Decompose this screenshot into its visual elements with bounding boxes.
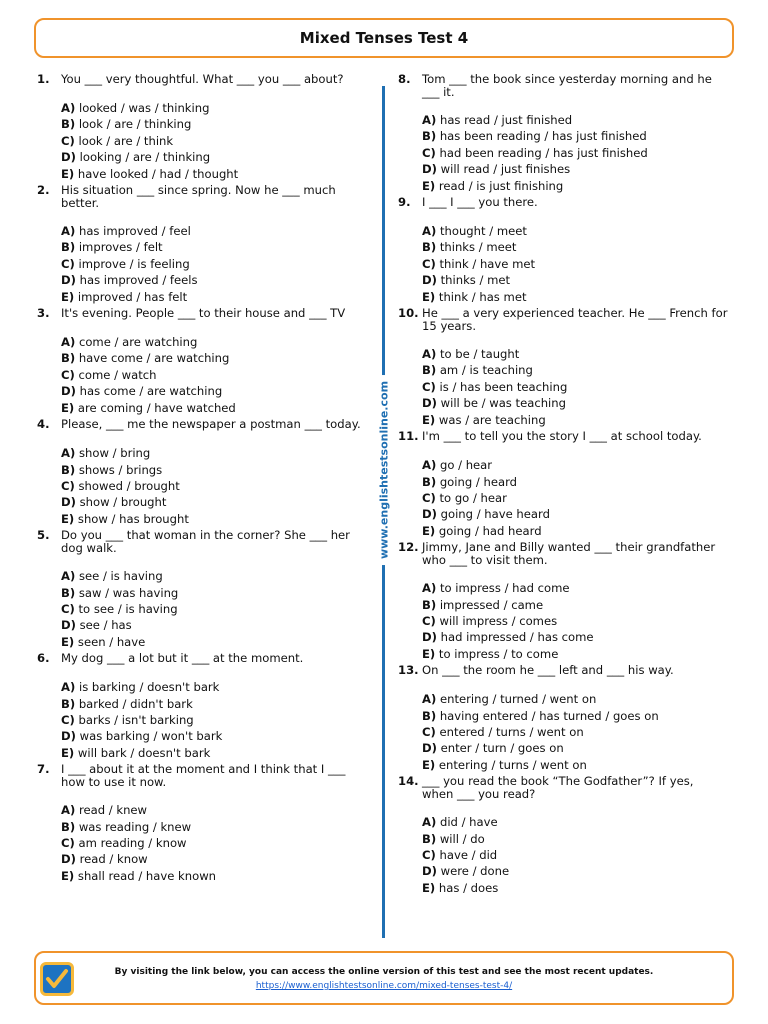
option-letter: C) [422, 256, 436, 271]
option-text: see / is having [78, 569, 163, 584]
question-text: Tom ___ the book since yesterday morning and he ___ it. [422, 72, 712, 99]
answer-option[interactable] [61, 166, 367, 182]
site-watermark: www.englishtestsonline.com [378, 375, 391, 565]
option-letter: B) [422, 474, 437, 489]
answer-option[interactable] [422, 239, 728, 255]
answer-option[interactable] [61, 272, 367, 288]
option-letter: C) [61, 601, 75, 616]
answer-option[interactable] [422, 613, 728, 629]
option-letter: B) [61, 117, 76, 132]
option-text: look / are / thinking [78, 117, 192, 132]
answer-options [398, 223, 728, 305]
option-letter: E) [61, 868, 75, 883]
option-text: looking / are / thinking [79, 150, 211, 165]
option-text: were / done [440, 864, 510, 879]
option-text: barked / didn't bark [78, 696, 193, 711]
question-number: 2. [37, 183, 50, 198]
option-letter: A) [61, 803, 76, 818]
answer-option[interactable] [422, 708, 728, 724]
option-letter: C) [61, 712, 75, 727]
answer-option[interactable] [61, 478, 367, 494]
question [37, 184, 367, 305]
option-letter: D) [422, 630, 437, 645]
option-text: think / have met [439, 256, 536, 271]
question-number: 8. [398, 72, 411, 86]
option-letter: C) [422, 613, 436, 628]
question-number: 14. [398, 774, 419, 789]
option-letter: C) [422, 379, 436, 394]
answer-option[interactable] [422, 379, 728, 395]
question-number: 9. [398, 195, 411, 210]
question [398, 775, 728, 896]
option-text: will bark / doesn't bark [77, 745, 211, 760]
answer-option[interactable] [61, 868, 367, 884]
question [398, 73, 728, 194]
option-letter: B) [61, 351, 76, 366]
question-prompt [398, 664, 728, 677]
option-text: shows / brings [78, 462, 163, 477]
question-text: Jimmy, Jane and Billy wanted ___ their grandfather who ___ to visit them. [422, 540, 716, 568]
option-text: enter / turn / goes on [440, 741, 564, 756]
question-number: 6. [37, 651, 50, 666]
answer-option[interactable] [61, 601, 367, 617]
question-prompt [398, 307, 728, 333]
question-prompt [398, 196, 728, 209]
question [37, 652, 367, 761]
answer-option[interactable] [61, 133, 367, 149]
option-letter: C) [422, 724, 436, 739]
option-text: has / does [438, 880, 499, 895]
option-text: going / have heard [440, 507, 550, 522]
option-letter: A) [422, 113, 437, 127]
option-text: did / have [439, 815, 498, 830]
answer-options [37, 334, 367, 416]
option-text: to impress / had come [439, 581, 570, 596]
option-text: was barking / won't bark [79, 729, 223, 744]
question-text: His situation ___ since spring. Now he ___ much better. [61, 183, 336, 211]
option-letter: C) [61, 256, 75, 271]
answer-options [37, 100, 367, 182]
option-letter: E) [422, 757, 436, 772]
answer-option[interactable] [422, 128, 728, 144]
question-prompt [398, 73, 728, 99]
option-letter: B) [61, 696, 76, 711]
option-text: saw / was having [78, 585, 179, 600]
option-text: was reading / knew [78, 819, 192, 834]
answer-option[interactable] [422, 757, 728, 773]
option-text: have come / are watching [78, 351, 230, 366]
question-text: I'm ___ to tell you the story I ___ at school today. [422, 429, 702, 444]
option-letter: A) [422, 692, 437, 707]
answer-option[interactable] [422, 506, 728, 522]
option-text: are coming / have watched [77, 400, 236, 415]
answer-option[interactable] [61, 223, 367, 239]
answer-option[interactable] [422, 272, 728, 288]
answer-option[interactable] [61, 745, 367, 761]
option-text: looked / was / thinking [78, 101, 210, 115]
answer-option[interactable] [61, 568, 367, 584]
answer-option[interactable] [61, 511, 367, 527]
option-letter: B) [422, 363, 437, 378]
option-letter: C) [61, 367, 75, 382]
answer-option[interactable] [422, 412, 728, 428]
answer-option[interactable] [422, 223, 728, 239]
option-text: shall read / have known [77, 868, 217, 883]
answer-option[interactable] [422, 629, 728, 645]
option-letter: D) [422, 273, 437, 288]
option-letter: E) [61, 634, 75, 649]
option-text: to go / hear [439, 490, 507, 505]
answer-option[interactable] [61, 256, 367, 272]
option-text: impressed / came [439, 597, 544, 612]
question-text: I ___ about it at the moment and I think that I ___ how to use it now. [61, 762, 346, 790]
answer-option[interactable] [61, 835, 367, 851]
question-text: ___ you read the book “The Godfather”? If yes, when ___ you read? [422, 774, 694, 802]
option-letter: B) [61, 462, 76, 477]
answer-option[interactable] [61, 100, 367, 116]
question-number: 7. [37, 762, 50, 777]
option-text: improved / has felt [77, 289, 188, 304]
option-letter: D) [61, 273, 76, 288]
question-text: Please, ___ me the newspaper a postman ___ today. [61, 417, 361, 432]
answer-option[interactable] [422, 863, 728, 879]
option-text: is / has been teaching [439, 379, 568, 394]
question [37, 73, 367, 182]
answer-option[interactable] [422, 289, 728, 305]
option-letter: E) [422, 523, 436, 538]
answer-option[interactable] [422, 597, 728, 613]
question-prompt [37, 652, 367, 665]
answer-options [37, 568, 367, 650]
answer-option[interactable] [422, 474, 728, 490]
option-text: think / has met [438, 289, 527, 304]
option-letter: A) [61, 224, 76, 239]
option-text: has improved / feels [79, 273, 198, 288]
answer-options [37, 802, 367, 884]
question-prompt [398, 775, 728, 801]
option-letter: D) [422, 396, 437, 411]
option-letter: D) [422, 162, 437, 177]
question-prompt [37, 763, 367, 789]
option-letter: A) [422, 347, 437, 362]
option-letter: A) [422, 224, 437, 239]
answer-option[interactable] [422, 161, 728, 177]
option-letter: B) [422, 831, 437, 846]
option-text: read / is just finishing [438, 178, 564, 193]
option-text: improve / is feeling [78, 256, 190, 271]
answer-options [398, 580, 728, 662]
question-text: It's evening. People ___ to their house and ___ TV [61, 306, 346, 321]
option-letter: B) [61, 819, 76, 834]
option-text: improves / felt [78, 240, 163, 255]
question [398, 430, 728, 539]
option-text: showed / brought [78, 478, 180, 493]
question-number: 3. [37, 306, 50, 321]
right-column [398, 73, 728, 898]
online-test-link[interactable]: https://www.englishtestsonline.com/mixed-tenses-test-4/ [255, 981, 513, 991]
question-text: On ___ the room he ___ left and ___ his way. [422, 663, 674, 678]
question-prompt [37, 307, 367, 320]
answer-option[interactable] [61, 149, 367, 165]
footer [34, 951, 734, 1005]
option-letter: B) [422, 240, 437, 255]
option-text: show / bring [78, 446, 151, 461]
answer-option[interactable] [422, 724, 728, 740]
answer-option[interactable] [422, 457, 728, 473]
option-letter: E) [422, 289, 436, 304]
answer-option[interactable] [422, 523, 728, 539]
option-text: to see / is having [78, 601, 178, 616]
question [398, 196, 728, 305]
answer-option[interactable] [61, 350, 367, 366]
answer-option[interactable] [61, 819, 367, 835]
question-text: I ___ I ___ you there. [422, 195, 538, 210]
answer-option[interactable] [422, 362, 728, 378]
option-letter: D) [422, 741, 437, 756]
question [398, 541, 728, 662]
option-text: read / knew [78, 803, 148, 818]
answer-option[interactable] [422, 831, 728, 847]
option-text: am / is teaching [439, 363, 533, 378]
question-prompt [37, 529, 367, 555]
question-prompt [398, 430, 728, 443]
option-letter: B) [61, 585, 76, 600]
question [37, 307, 367, 416]
question-number: 10. [398, 306, 419, 321]
answer-option[interactable] [61, 585, 367, 601]
option-letter: E) [422, 412, 436, 427]
answer-option[interactable] [61, 400, 367, 416]
option-letter: C) [422, 145, 436, 160]
option-letter: C) [422, 490, 436, 505]
option-text: entering / turns / went on [438, 757, 587, 772]
option-text: has come / are watching [79, 384, 223, 399]
answer-options [37, 223, 367, 305]
option-text: come / are watching [78, 335, 198, 350]
option-letter: E) [422, 880, 436, 895]
option-text: has been reading / has just finished [439, 129, 647, 144]
answer-option[interactable] [422, 646, 728, 662]
answer-option[interactable] [422, 112, 728, 128]
answer-option[interactable] [422, 256, 728, 272]
answer-options [398, 457, 728, 539]
answer-options [37, 679, 367, 761]
option-text: will be / was teaching [440, 396, 566, 411]
answer-option[interactable] [61, 462, 367, 478]
answer-options [37, 445, 367, 527]
answer-options [398, 112, 728, 194]
answer-options [398, 691, 728, 773]
answer-option[interactable] [61, 696, 367, 712]
option-letter: B) [422, 597, 437, 612]
question-text: My dog ___ a lot but it ___ at the moment. [61, 651, 304, 666]
option-letter: E) [61, 511, 75, 526]
answer-option[interactable] [61, 634, 367, 650]
option-letter: D) [61, 495, 76, 510]
question-text: You ___ very thoughtful. What ___ you ___ about? [61, 72, 344, 86]
option-text: going / had heard [438, 523, 542, 538]
option-text: am reading / know [78, 836, 187, 850]
option-text: going / heard [439, 474, 517, 489]
answer-option[interactable] [422, 847, 728, 863]
option-text: had been reading / has just finished [439, 145, 648, 160]
option-text: seen / have [77, 634, 146, 649]
option-letter: E) [422, 646, 436, 661]
option-text: thinks / meet [439, 240, 517, 255]
option-letter: D) [61, 852, 76, 867]
option-letter: E) [61, 289, 75, 304]
option-letter: B) [61, 240, 76, 255]
question [37, 763, 367, 884]
option-letter: D) [422, 507, 437, 522]
option-letter: E) [422, 178, 436, 193]
answer-option[interactable] [422, 691, 728, 707]
answer-option[interactable] [61, 334, 367, 350]
answer-option[interactable] [422, 395, 728, 411]
answer-option[interactable] [61, 802, 367, 818]
option-text: was / are teaching [438, 412, 546, 427]
option-letter: A) [422, 458, 437, 473]
question-prompt [398, 541, 728, 567]
title-box [34, 18, 734, 58]
answer-option[interactable] [61, 851, 367, 867]
answer-option[interactable] [61, 445, 367, 461]
answer-option[interactable] [422, 814, 728, 830]
option-text: thinks / met [440, 273, 511, 288]
option-text: read / know [79, 852, 148, 867]
option-text: is barking / doesn't bark [78, 680, 220, 695]
option-text: barks / isn't barking [78, 712, 194, 727]
answer-option[interactable] [61, 712, 367, 728]
option-letter: C) [422, 848, 436, 862]
option-text: look / are / think [78, 133, 174, 148]
answer-option[interactable] [61, 367, 367, 383]
answer-option[interactable] [422, 580, 728, 596]
answer-option[interactable] [61, 239, 367, 255]
option-letter: A) [61, 680, 76, 695]
question-prompt [37, 418, 367, 431]
option-letter: E) [61, 745, 75, 760]
answer-option[interactable] [61, 383, 367, 399]
answer-option[interactable] [422, 740, 728, 756]
question [37, 418, 367, 527]
option-letter: C) [61, 836, 75, 850]
question [37, 529, 367, 650]
option-text: go / hear [439, 458, 493, 473]
question-number: 1. [37, 72, 50, 86]
answer-option[interactable] [422, 178, 728, 194]
answer-option[interactable] [61, 116, 367, 132]
option-text: see / has [79, 618, 132, 633]
option-text: has improved / feel [78, 224, 191, 239]
answer-option[interactable] [422, 346, 728, 362]
answer-option[interactable] [422, 145, 728, 161]
option-text: had impressed / has come [440, 630, 594, 645]
question-number: 4. [37, 417, 50, 432]
option-text: to be / taught [439, 347, 520, 362]
option-text: will / do [439, 831, 485, 846]
option-letter: C) [61, 133, 75, 148]
answer-option[interactable] [61, 728, 367, 744]
option-letter: A) [422, 581, 437, 596]
answer-option[interactable] [61, 679, 367, 695]
option-text: show / has brought [77, 511, 189, 526]
option-letter: D) [61, 618, 76, 633]
answer-options [398, 814, 728, 896]
option-text: thought / meet [439, 224, 527, 239]
option-letter: B) [422, 708, 437, 723]
answer-options [398, 346, 728, 428]
option-letter: E) [61, 400, 75, 415]
option-letter: C) [61, 478, 75, 493]
question-prompt [37, 184, 367, 210]
option-letter: A) [61, 335, 76, 350]
question-text: Do you ___ that woman in the corner? She ___ her dog walk. [61, 528, 350, 556]
question [398, 307, 728, 428]
option-letter: E) [61, 166, 75, 181]
left-column [37, 73, 367, 886]
option-text: has read / just finished [439, 113, 573, 127]
page-title: Mixed Tenses Test 4 [299, 29, 469, 47]
option-text: have looked / had / thought [77, 166, 239, 181]
option-letter: B) [422, 129, 437, 144]
question-text: He ___ a very experienced teacher. He ___ French for 15 years. [422, 306, 728, 334]
option-text: will read / just finishes [440, 162, 571, 177]
option-letter: D) [61, 384, 76, 399]
option-text: show / brought [79, 495, 167, 510]
answer-option[interactable] [61, 617, 367, 633]
question-number: 12. [398, 540, 419, 555]
answer-option[interactable] [422, 490, 728, 506]
footer-text: By visiting the link below, you can access the online version of this test and see the most recent updates. [114, 967, 654, 977]
question-number: 13. [398, 663, 419, 678]
option-text: come / watch [78, 367, 157, 382]
option-letter: D) [61, 729, 76, 744]
option-letter: D) [422, 864, 437, 879]
answer-option[interactable] [61, 289, 367, 305]
option-letter: A) [422, 815, 437, 830]
option-letter: A) [61, 446, 76, 461]
option-letter: D) [61, 150, 76, 165]
question-prompt [37, 73, 367, 86]
question-number: 5. [37, 528, 50, 543]
option-text: will impress / comes [439, 613, 558, 628]
option-letter: A) [61, 101, 76, 115]
option-text: having entered / has turned / goes on [439, 708, 659, 723]
option-text: entered / turns / went on [439, 724, 584, 739]
answer-option[interactable] [422, 880, 728, 896]
question-number: 11. [398, 429, 419, 444]
option-text: have / did [439, 848, 498, 862]
option-letter: A) [61, 569, 76, 584]
answer-option[interactable] [61, 494, 367, 510]
option-text: entering / turned / went on [439, 692, 597, 707]
question [398, 664, 728, 773]
option-text: to impress / to come [438, 646, 559, 661]
